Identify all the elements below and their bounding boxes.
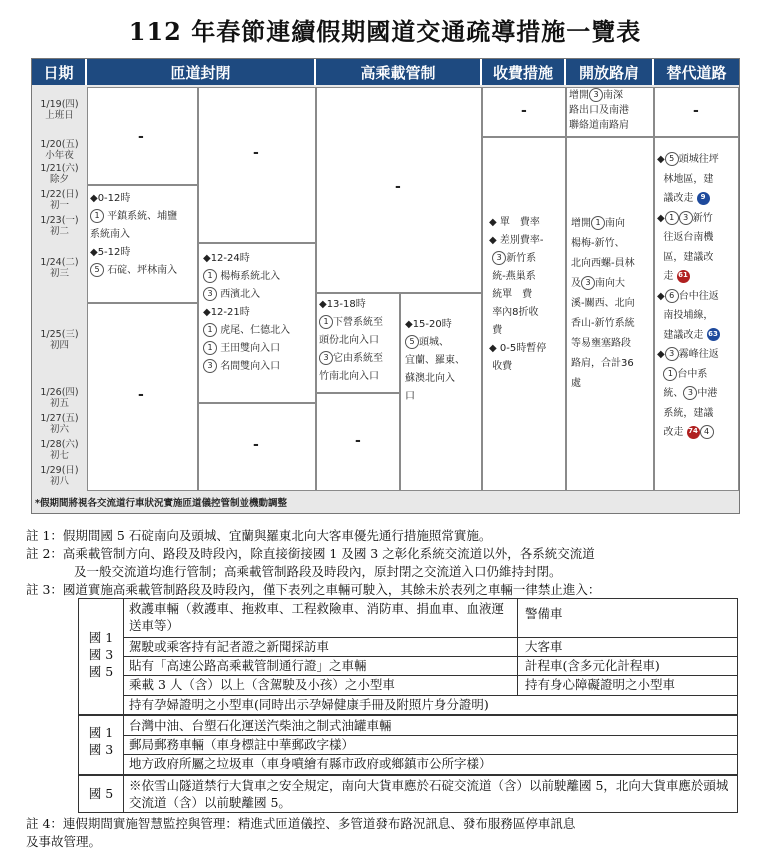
freeway-3-icon: 3	[589, 88, 603, 102]
vehicle-row: 大客車	[525, 639, 563, 654]
expressway-74-icon: 74	[687, 426, 700, 439]
header-ramp-closure: 匝道封閉	[87, 59, 316, 85]
freeway-3-icon: 3	[203, 359, 217, 373]
group2-label: 國 1 國 3	[88, 725, 114, 757]
date-row: 1/19(四) 上班日	[34, 99, 85, 121]
ramp-cell-b-empty-top: -	[198, 87, 316, 243]
freeway-3-icon: 3	[203, 287, 217, 301]
hov-cell-empty-top: -	[316, 87, 482, 293]
freeway-1-icon: 1	[90, 209, 104, 223]
date-row: 1/27(五) 初六	[34, 413, 85, 435]
ramp-cell-empty-bottom: -	[87, 303, 198, 491]
vehicle-table-group1	[78, 598, 738, 715]
ramp-cell-b-empty-bottom: -	[198, 403, 316, 491]
freeway-5-icon: 5	[665, 152, 679, 166]
freeway-3-icon: 3	[679, 211, 693, 225]
table-footnote: *假期間將視各交流道行車狀況實施匝道儀控管制並機動調整	[35, 498, 287, 509]
toll-cell-jan19: -	[482, 87, 566, 137]
note-4a: 註 4：連假期間實施智慧監控與管理：精進式匝道儀控、多管道發布路況訊息、發布服務區停車訊息	[26, 816, 576, 831]
date-row: 1/21(六) 除夕	[34, 163, 85, 185]
note-3: 註 3：國道實施高乘載管制路段及時段內，僅下表列之車輛可駛入，其餘未於表列之車輛一律禁止進入：	[26, 582, 601, 597]
hov-cell-jan25-26: ◆15-20時 5 頭城、 宜蘭、羅東、 蘇澳北向入 口	[400, 293, 482, 491]
page-title: 112 年春節連續假期國道交通疏導措施一覽表	[128, 17, 642, 46]
measures-table	[31, 58, 740, 514]
vehicle-table-group3	[78, 775, 738, 813]
shoulder-cell-jan19: 增開 3 南深 路出口及南港 聯絡道南路肩	[566, 87, 654, 137]
header-alt-road: 替代道路	[654, 59, 739, 85]
group1-label: 國 1 國 3 國 5	[88, 630, 114, 679]
provincial-route-9-icon: 9	[697, 192, 710, 205]
group3-label: 國 5	[88, 786, 114, 801]
freeway-3-icon: 3	[683, 386, 697, 400]
vehicle-row: ※依雪山隧道禁行大貨車之安全規定，南向大貨車應於石碇交流道（含）以前駛離國 5，北向大貨車應於頭城交流道（含）以前駛離國 5。	[129, 778, 729, 810]
freeway-3-icon: 3	[581, 276, 595, 290]
header-date: 日期	[32, 59, 87, 85]
vehicle-row: 乘載 3 人（含）以上（含駕駛及小孩）之小型車	[129, 677, 395, 692]
freeway-6-icon: 6	[665, 289, 679, 303]
freeway-4-icon: 4	[700, 425, 714, 439]
freeway-5-icon: 5	[405, 335, 419, 349]
freeway-1-icon: 1	[203, 269, 217, 283]
vehicle-row: 計程車(含多元化計程車)	[525, 658, 660, 673]
freeway-1-icon: 1	[663, 367, 677, 381]
toll-cell-main: ◆ 單 費率 ◆ 差別費率- 3 新竹系 統-燕巢系 統單 費 率內8折收 費 ◆ 0-5時暫停 收費	[482, 137, 566, 491]
date-row: 1/28(六) 初七	[34, 439, 85, 461]
note-1: 註 1：假期間國 5 石碇南向及頭城、宜蘭與羅東北向大客車優先通行措施照常實施。	[26, 528, 492, 543]
date-row: 1/23(一) 初二	[34, 215, 85, 237]
vehicle-row: 貼有「高速公路高乘載管制通行證」之車輛	[129, 658, 367, 673]
vehicle-row: 救護車輛（救護車、拖救車、工程救險車、消防車、捐血車、血液運送車等）	[129, 601, 505, 633]
header-toll: 收費措施	[482, 59, 566, 85]
vehicle-row: 郵局郵務車輛（車身標註中華郵政字樣）	[129, 737, 355, 752]
header-shoulder: 開放路肩	[566, 59, 654, 85]
vehicle-row: 持有身心障礙證明之小型車	[525, 677, 676, 692]
freeway-5-icon: 5	[90, 263, 104, 277]
date-row: 1/22(日) 初一	[34, 189, 85, 211]
date-row: 1/29(日) 初八	[34, 465, 85, 487]
hov-cell-jan24-25: ◆13-18時 1 下營系統至 頭份北向入口 3 它由系統至 竹南北向入口	[316, 293, 400, 393]
date-row: 1/26(四) 初五	[34, 387, 85, 409]
vehicle-row: 駕駛或乘客持有記者證之新聞採訪車	[129, 639, 330, 654]
date-row: 1/24(二) 初三	[34, 257, 85, 279]
vehicle-row: 持有孕婦證明之小型車(同時出示孕婦健康手冊及附照片身分證明)	[129, 697, 489, 712]
freeway-3-icon: 3	[492, 251, 506, 265]
freeway-1-icon: 1	[203, 323, 217, 337]
vehicle-row: 台灣中油、台塑石化運送汽柴油之制式油罐車輛	[129, 718, 392, 733]
vehicle-row: 警備車	[525, 606, 563, 621]
ramp-cell-jan24-26: ◆12-24時 1 楊梅系統北入 3 西濱北入 ◆12-21時 1 虎尾、仁德北入 1 王田雙向入口 3 名間雙向入口	[198, 243, 316, 403]
freeway-3-icon: 3	[319, 351, 333, 365]
date-row: 1/20(五) 小年夜	[34, 139, 85, 161]
ramp-cell-empty-top: -	[87, 87, 198, 185]
freeway-1-icon: 1	[591, 216, 605, 230]
note-4b: 及事故管理。	[26, 834, 102, 849]
expressway-61-icon: 61	[677, 270, 690, 283]
vehicle-table-group2	[78, 715, 738, 775]
freeway-3-icon: 3	[665, 347, 679, 361]
alt-cell-jan19: -	[654, 87, 739, 137]
shoulder-cell-main: 增開 1 南向 楊梅-新竹、 北向西螺-員林 及 3 南向大 溪-關西、北向 香山-新竹系統 等易壅塞路段 路肩，合計36 處	[566, 137, 654, 491]
vehicle-row: 地方政府所屬之垃圾車（車身噴繪有縣市政府或鄉鎮市公所字樣）	[129, 756, 492, 771]
freeway-1-icon: 1	[203, 341, 217, 355]
date-row: 1/25(三) 初四	[34, 329, 85, 351]
note-2a: 註 2：高乘載管制方向、路段及時段內，除直接銜接國 1 及國 3 之彰化系統交流道以外，各系統交流道	[26, 546, 595, 561]
freeway-1-icon: 1	[319, 315, 333, 329]
freeway-1-icon: 1	[665, 211, 679, 225]
expressway-63-icon: 63	[707, 328, 720, 341]
note-2b: 及一般交流道均進行管制；高乘載管制路段及時段內，原封閉之交流道入口仍維持封閉。	[74, 564, 562, 579]
hov-cell-empty-bottom: -	[316, 393, 400, 491]
ramp-cell-jan22-24: ◆0-12時 1 平鎮系統、埔鹽 系統南入 ◆5-12時 5 石碇、坪林南入	[87, 185, 198, 303]
alt-cell-main: ◆ 5 頭城往坪 林地區，建 議改走 9 ◆ 1 3 新竹 往返台南機 區，建議改 走 61 ◆ 6 台中往返 南投埔線， 建議改走 63 ◆ 3 霧峰往返 1 台中系 統、 3 中港 系統，建議 改走 74 4	[654, 137, 739, 491]
header-hov: 高乘載管制	[316, 59, 482, 85]
